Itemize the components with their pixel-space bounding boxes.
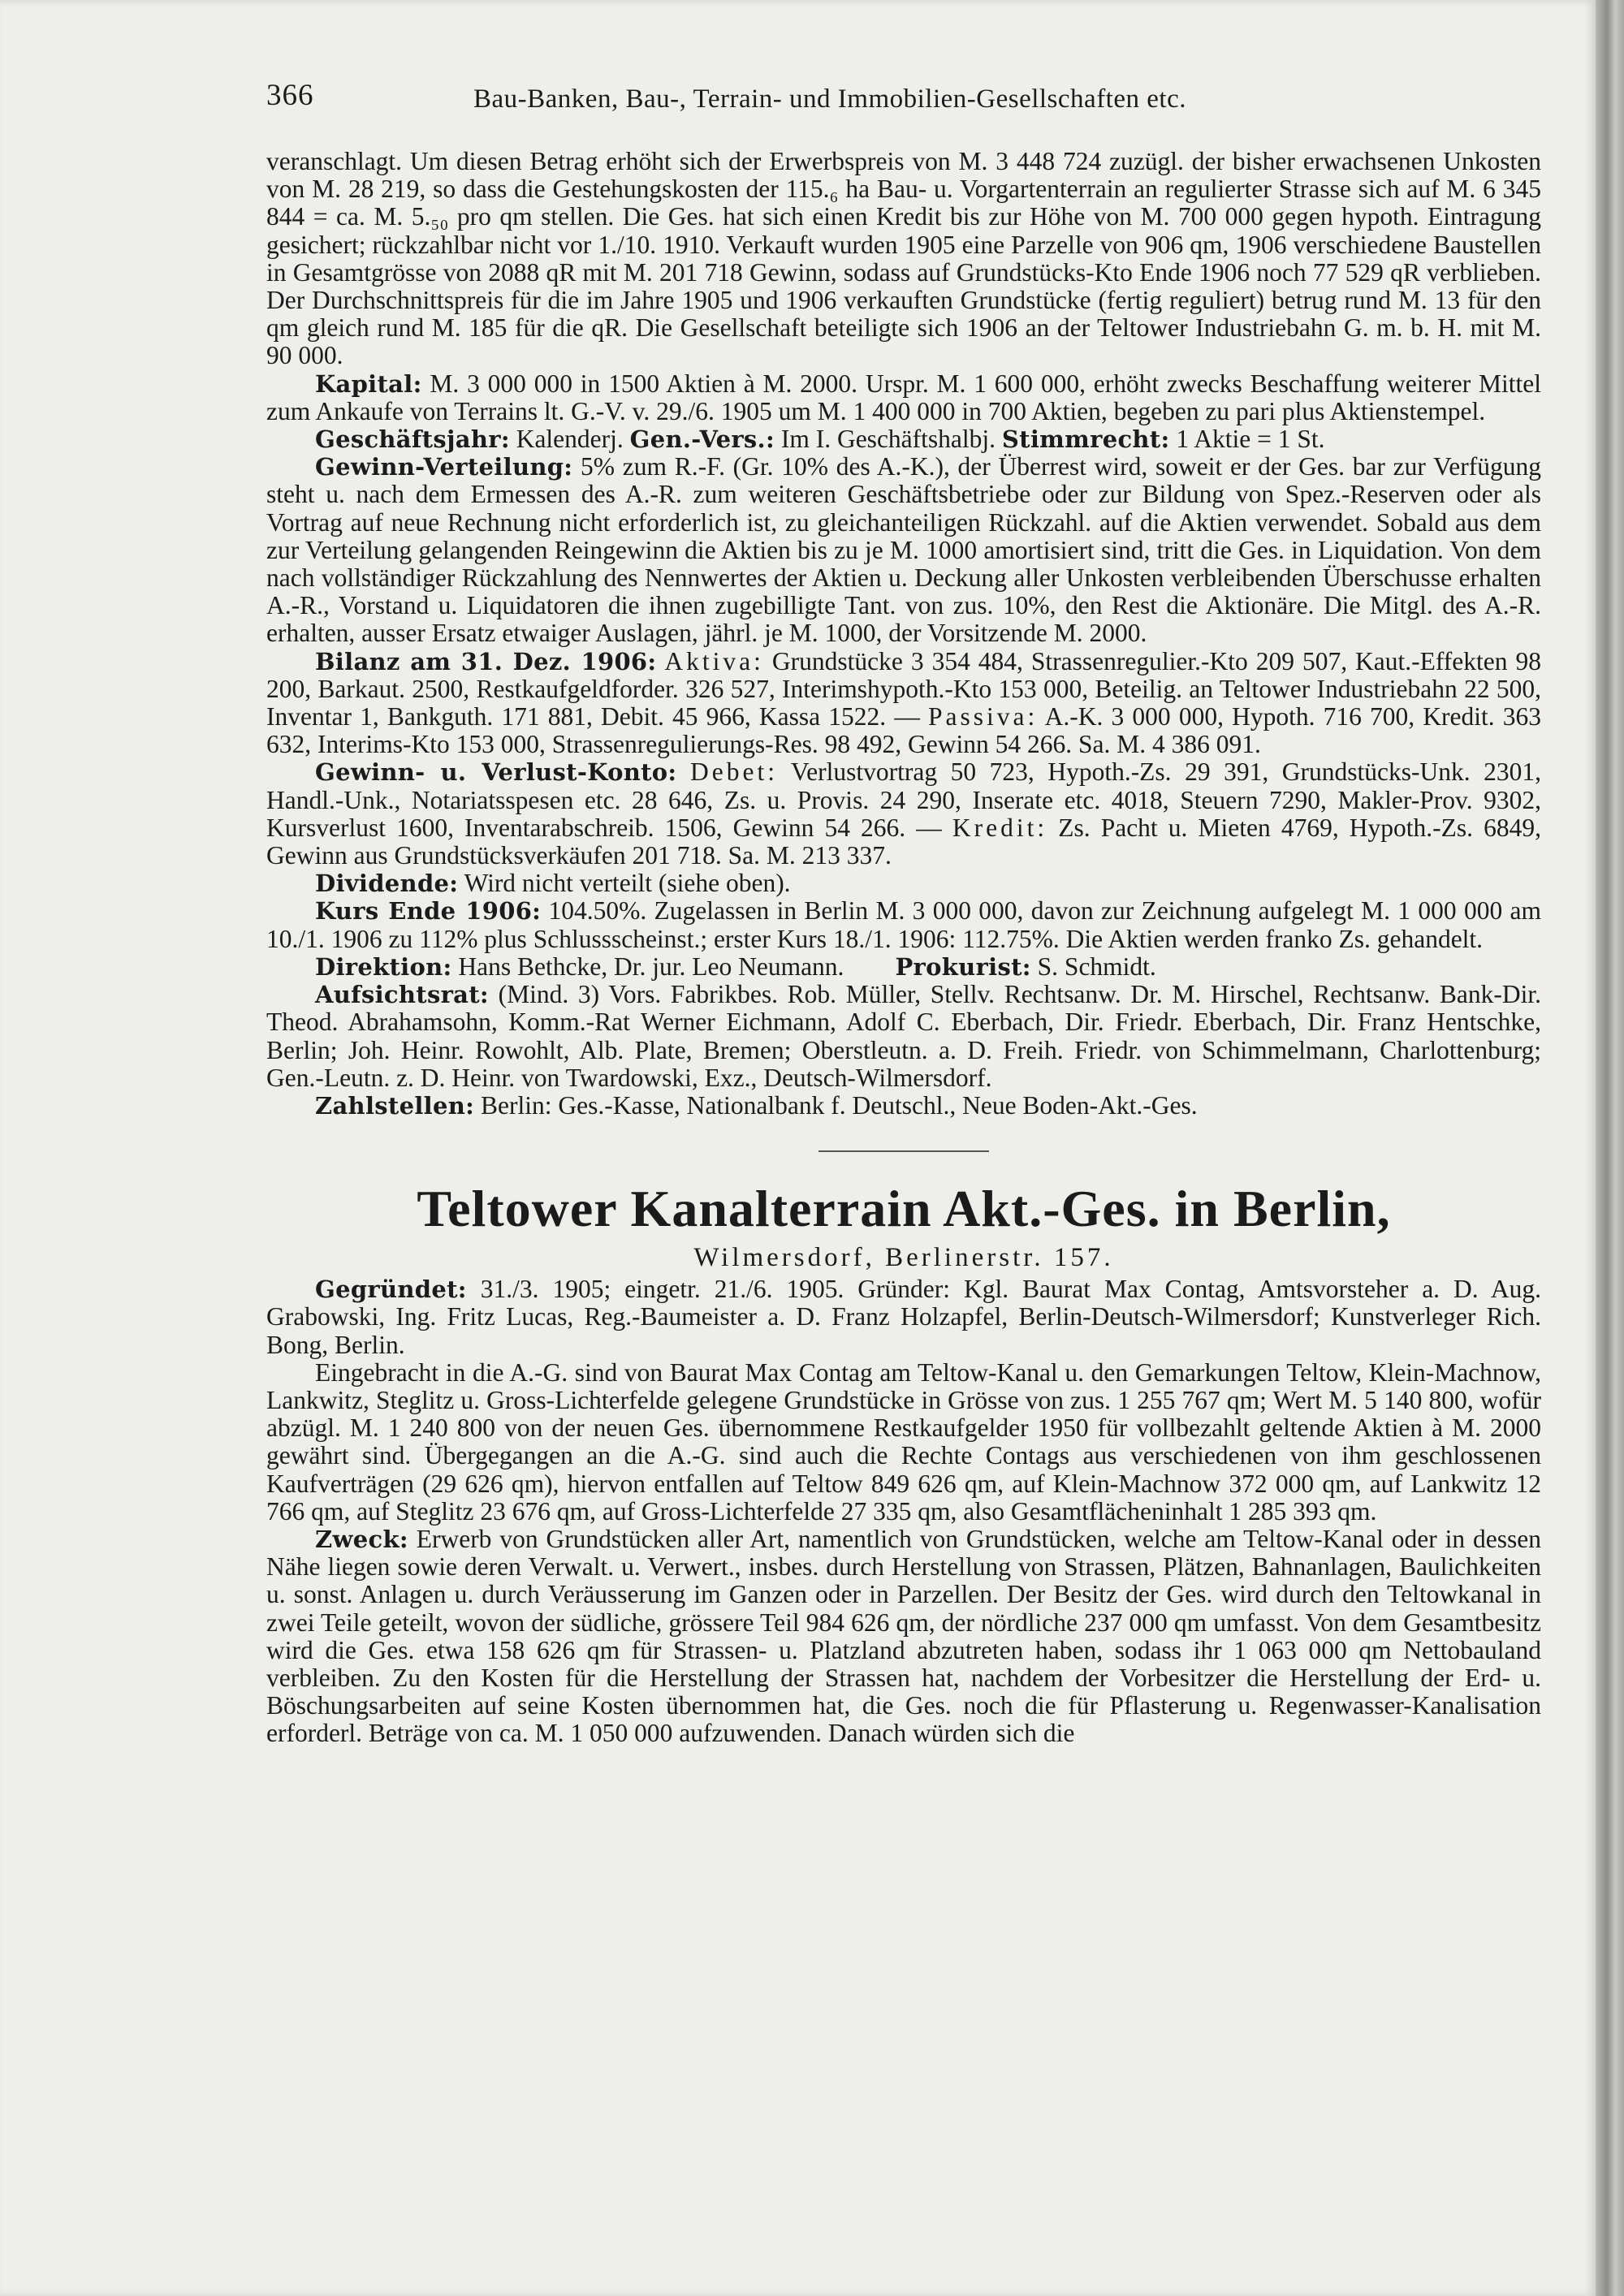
kapital-section [266,370,1541,425]
gegruendet-label: Gegründet: [315,1275,467,1304]
gegruendet-section [266,1275,1541,1359]
direktion-line [266,953,1541,981]
guv-kredit-text: Zs. Pacht u. Mieten 4769, Hypoth.-Zs. 6849, Gewinn aus Grundstücksverkäufen 201 718. Sa. M. 213 337. [266,813,1542,870]
zweck-label: Zweck: [315,1525,408,1553]
page-edge [1596,0,1624,2296]
company-title: Teltower Kanalterrain Akt.-Ges. in Berlin, [417,1180,1391,1238]
bilanz-aktiva-word: Aktiva: [664,646,764,675]
direktion-label: Direktion: [315,952,452,981]
direktion-text: Hans Bethcke, Dr. jur. Leo Neumann. [458,952,844,981]
prokurist-label: Prokurist: [895,952,1031,981]
geschaeftsjahr-line [266,425,1541,453]
kurs-label: Kurs Ende 1906: [315,897,542,926]
stimmrecht-text: 1 Aktie = 1 St. [1176,425,1325,454]
gen-vers-label: Gen.-Vers.: [629,425,775,454]
prokurist-text: S. Schmidt. [1037,952,1156,981]
bilanz-passiva-text: A.-K. 3 000 000, Hypoth. 716 700, Kredit. 363 632, Interims-Kto 153 000, Strassenregulierungs-Res. 98 492, Gewinn 54 266. Sa. M. 4 386 091. [266,702,1542,759]
kapital-text: M. 3 000 000 in 1500 Aktien à M. 2000. Urspr. M. 1 600 000, erhöht zwecks Beschaffung weiterer Mittel zum Ankaufe von Terrains lt. G.-V. v. 29./6. 1905 um M. 1 400 000 in 700 Aktien, begeben zu pari plus Aktienstempel. [266,369,1541,425]
gewinn-verteilung-section [266,453,1541,647]
aufsichtsrat-section [266,981,1541,1092]
section-divider [818,1150,989,1152]
gen-vers-text: Im I. Geschäftshalbj. [780,425,996,454]
paragraph-eingebracht: Eingebracht in die A.-G. sind von Baurat Max Contag am Teltow-Kanal u. den Gemarkungen Teltow, Klein-Machnow, Lankwitz, Steglitz u. Gross-Lichterfelde gelegene Grundstücke in Grösse von zus. 1 255 767 qm; Wert M. 5 140 800, wofür abzügl. M. 1 240 800 von der neuen Ges. übernommene Restkaufgelder 1950 für vollbezahlt geltende Aktien à M. 2000 gewährt sind. Übergegangen an die A.-G. sind auch die Rechte Contags aus verschiedenen von ihm geschlossenen Kaufverträgen (29 626 qm), hiervon entfallen auf Teltow 849 626 qm, auf Klein-Machnow 372 000 qm, auf Lankwitz 12 766 qm, auf Steglitz 23 676 qm, auf Gross-Lichterfelde 27 335 qm, also Gesamtflächeninhalt 1 285 393 qm. [266,1357,1541,1526]
zahlstellen-label: Zahlstellen: [315,1091,475,1120]
zahlstellen-line [266,1092,1541,1120]
running-title: Bau-Banken, Bau-, Terrain- und Immobilien-Gesellschaften etc. [473,84,1186,114]
kurs-section [266,897,1541,952]
stimmrecht-label: Stimmrecht: [1001,425,1170,454]
dividende-line [266,870,1541,897]
page-header [266,80,1541,128]
zweck-section [266,1526,1541,1748]
page-content [266,80,1541,1748]
zahlstellen-text: Berlin: Ges.-Kasse, Nationalbank f. Deutschl., Neue Boden-Akt.-Ges. [480,1090,1198,1120]
aufsichtsrat-text: (Mind. 3) Vors. Fabrikbes. Rob. Müller, Stellv. Rechtsanw. Dr. M. Hirschel, Rechtsanw. Bank-Dir. Theod. Abrahamsohn, Komm.-Rat Werner Eichmann, Adolf C. Eberbach, Dir. Friedr. Eberbach, Dir. Franz Hentschke, Berlin; Joh. Heinr. Rowohlt, Alb. Plate, Bremen; Oberstleutn. a. D. Freih. Friedr. von Schimmelmann, Charlottenburg; Gen.-Leutn. z. D. Heinr. von Twardowski, Exz., Deutsch-Wilmersdorf. [266,980,1541,1092]
guv-debet-text: Verlustvortrag 50 723, Hypoth.-Zs. 29 391, Grundstücks-Unk. 2301, Handl.-Unk., Notariatsspesen etc. 28 646, Zs. u. Provis. 24 290, Inserate etc. 4018, Steuern 7290, Makler-Prov. 9302, Kursverlust 1600, Inventarabschreib. 1506, Gewinn 54 266. — [266,757,1542,842]
dividende-text: Wird nicht verteilt (siehe oben). [464,869,791,898]
bilanz-section [266,648,1541,759]
paragraph-veranschlagt: veranschlagt. Um diesen Betrag erhöht sich der Erwerbspreis von M. 3 448 724 zuzügl. der bisher erwachsenen Unkosten von M. 28 219, so dass die Gestehungskosten der 115.₆ ha Bau- u. Vorgartenterrain an regulierter Strasse sich auf M. 6 345 844 = ca. M. 5.₅₀ pro qm stellen. Die Ges. hat sich einen Kredit bis zur Höhe von M. 700 000 gegen hypoth. Eintragung gesichert; rückzahlbar nicht vor 1./10. 1910. Verkauft wurden 1905 eine Parzelle von 906 qm, 1906 verschiedene Baustellen in Gesamtgrösse von 2088 qR mit M. 201 718 Gewinn, sodass auf Grundstücks-Kto Ende 1906 noch 77 529 qR verblieben. Der Durchschnittspreis für die im Jahre 1905 und 1906 verkauften Grundstücke (fertig reguliert) betrug rund M. 13 für den qm gleich rund M. 185 für die qR. Die Gesellschaft beteiligte sich 1906 an der Teltower Industriebahn G. m. b. H. mit M. 90 000. [266,147,1541,370]
guv-label: Gewinn- u. Verlust-Konto: [315,758,677,787]
aufsichtsrat-label: Aufsichtsrat: [315,981,489,1009]
company-address: Wilmersdorf, Berlinerstr. 157. [693,1243,1114,1273]
gewinn-verteilung-text: 5% zum R.-F. (Gr. 10% des A.-K.), der Überrest wird, soweit er der Ges. bar zur Verfügung steht u. nach dem Ermessen des A.-R. zum weiteren Geschäftsbetriebe oder zur Bildung von Spez.-Reserven oder als Vortrag auf neue Rechnung nicht erforderlich ist, zu gleichanteiligen Rückzahl. auf die Aktien verwendet. Sobald aus dem zur Verteilung gelangenden Reingewinn die Aktien bis zu je M. 1000 amortisiert sind, tritt die Ges. in Liquidation. Von dem nach vollständiger Rückzahlung des Nennwertes der Aktien u. Deckung aller Unkosten verbleibenden Überschusse erhalten A.-R., Vorstand u. Liquidatoren die ihnen zugebilligte Tant. von zus. 10%, den Rest die Aktionäre. Die Mitgl. des A.-R. erhalten, ausser Ersatz etwaiger Auslagen, jährl. je M. 1000, der Vorsitzende M. 2000. [266,452,1541,648]
dividende-label: Dividende: [315,870,459,898]
gegruendet-text: 31./3. 1905; eingetr. 21./6. 1905. Gründer: Kgl. Baurat Max Contag, Amtsvorsteher a. D. Aug. Grabowski, Ing. Fritz Lucas, Reg.-Baumeister a. D. Franz Holzapfel, Berlin-Deutsch-Wilmersdorf; Kunstverleger Rich. Bong, Berlin. [266,1275,1541,1359]
guv-section [266,758,1541,870]
page-number: 366 [266,79,314,112]
gewinn-verteilung-label: Gewinn-Verteilung: [315,453,573,481]
guv-kredit-word: Kredit: [952,813,1048,842]
geschaeftsjahr-text: Kalenderj. [516,425,624,454]
kurs-text: 104.50%. Zugelassen in Berlin M. 3 000 000, davon zur Zeichnung aufgelegt M. 1 000 000 am 10./1. 1906 zu 112% plus Schlussscheinst.; erster Kurs 18./1. 1906: 112.75%. Die Aktien werden franko Zs. gehandelt. [266,896,1541,953]
bilanz-aktiva-text: Grundstücke 3 354 484, Strassenregulier.-Kto 209 507, Kaut.-Effekten 98 200, Barkaut. 2500, Restkaufgeldforder. 326 527, Interimshypoth.-Kto 153 000, Beteilig. an Teltower Industriebahn 22 500, Inventar 1, Bankguth. 171 881, Debit. 45 966, Kassa 1522. — [266,646,1541,732]
kapital-label: Kapital: [315,369,422,398]
guv-debet-word: Debet: [689,757,778,787]
zweck-text: Erwerb von Grundstücken aller Art, namentlich von Grundstücken, welche am Teltow-Kanal oder in dessen Nähe liegen sowie deren Verwalt. u. Verwert., insbes. durch Herstellung von Strassen, Plätzen, Bahnanlagen, Baulichkeiten u. sonst. Anlagen u. durch Veräusserung im Ganzen oder in Parzellen. Der Besitz der Ges. wird durch den Teltowkanal in zwei Teile geteilt, wovon der südliche, grössere Teil 984 626 qm, der nördliche 237 000 qm umfasst. Von dem Gesamtbesitz wird die Ges. etwa 158 626 qm für Strassen- u. Platzland abzutreten haben, sodass ihr 1 063 000 qm Nettobauland verbleiben. Zu den Kosten für die Herstellung der Strassen hat, nachdem der Vorbesitzer die Herstellung der Erd- u. Böschungsarbeiten auf seine Kosten übernommen hat, die Ges. noch die für Pflasterung u. Regenwasser-Kanalisation erforderl. Beträge von ca. M. 1 050 000 aufzuwenden. Danach würden sich die [266,1524,1541,1748]
geschaeftsjahr-label: Geschäftsjahr: [315,425,510,454]
bilanz-label: Bilanz am 31. Dez. 1906: [315,647,657,675]
bilanz-passiva-word: Passiva: [927,702,1039,732]
